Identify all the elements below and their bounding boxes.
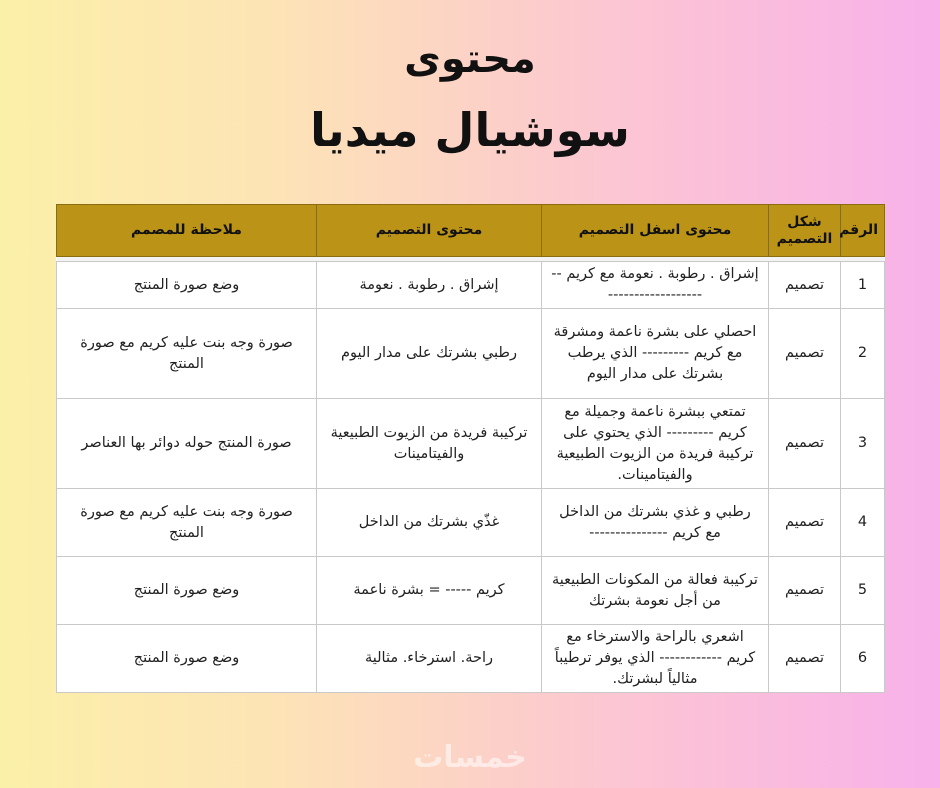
- row-shape: تصميم: [769, 399, 841, 489]
- row-number: 2: [841, 309, 885, 399]
- row-lower-content: إشراق . رطوبة . نعومة مع كريم --------------------: [542, 262, 769, 309]
- row-shape: تصميم: [769, 625, 841, 693]
- row-lower-content: اشعري بالراحة والاسترخاء مع كريم ------------ الذي يوفر ترطيباً مثالياً لبشرتك.: [542, 625, 769, 693]
- row-number: 4: [841, 489, 885, 557]
- row-designer-note: صورة المنتج حوله دوائر بها العناصر: [57, 399, 317, 489]
- page-title: محتوى: [404, 36, 536, 82]
- row-number: 1: [841, 262, 885, 309]
- row-lower-content: رطبي و غذي بشرتك من الداخل مع كريم ---------------: [542, 489, 769, 557]
- row-design-content: كريم ----- = بشرة ناعمة: [317, 557, 542, 625]
- row-shape: تصميم: [769, 309, 841, 399]
- header-shape: شكل التصميم: [769, 205, 841, 257]
- row-shape: تصميم: [769, 262, 841, 309]
- row-design-content: راحة. استرخاء. مثالية: [317, 625, 542, 693]
- content-plan-table: [56, 204, 885, 693]
- table-row: [57, 262, 885, 309]
- row-designer-note: صورة وجه بنت عليه كريم مع صورة المنتج: [57, 309, 317, 399]
- row-design-content: تركيبة فريدة من الزيوت الطبيعية والفيتامينات: [317, 399, 542, 489]
- table-row: [57, 625, 885, 693]
- table-row: [57, 309, 885, 399]
- row-design-content: رطبي بشرتك على مدار اليوم: [317, 309, 542, 399]
- row-lower-content: تركيبة فعالة من المكونات الطبيعية من أجل نعومة بشرتك: [542, 557, 769, 625]
- row-design-content: غذّي بشرتك من الداخل: [317, 489, 542, 557]
- row-shape: تصميم: [769, 489, 841, 557]
- row-number: 3: [841, 399, 885, 489]
- row-designer-note: وضع صورة المنتج: [57, 625, 317, 693]
- row-designer-note: وضع صورة المنتج: [57, 262, 317, 309]
- row-shape: تصميم: [769, 557, 841, 625]
- table-row: [57, 489, 885, 557]
- page-subtitle: سوشيال ميديا: [310, 103, 630, 157]
- table-row: [57, 557, 885, 625]
- row-designer-note: وضع صورة المنتج: [57, 557, 317, 625]
- header-num: الرقم: [841, 205, 885, 257]
- row-lower-content: تمتعي ببشرة ناعمة وجميلة مع كريم --------- الذي يحتوي على تركيبة فريدة من الزيوت الطبيعية والفيتامينات.: [542, 399, 769, 489]
- table-header-row: [57, 205, 885, 257]
- row-number: 5: [841, 557, 885, 625]
- header-designer-note: ملاحظة للمصمم: [57, 205, 317, 257]
- table-row: [57, 399, 885, 489]
- watermark-logo: خمسات: [413, 740, 527, 775]
- row-design-content: إشراق . رطوبة . نعومة: [317, 262, 542, 309]
- row-number: 6: [841, 625, 885, 693]
- header-design-content: محتوى التصميم: [317, 205, 542, 257]
- header-lower-content: محتوى اسفل التصميم: [542, 205, 769, 257]
- row-lower-content: احصلي على بشرة ناعمة ومشرقة مع كريم --------- الذي يرطب بشرتك على مدار اليوم: [542, 309, 769, 399]
- row-designer-note: صورة وجه بنت عليه كريم مع صورة المنتج: [57, 489, 317, 557]
